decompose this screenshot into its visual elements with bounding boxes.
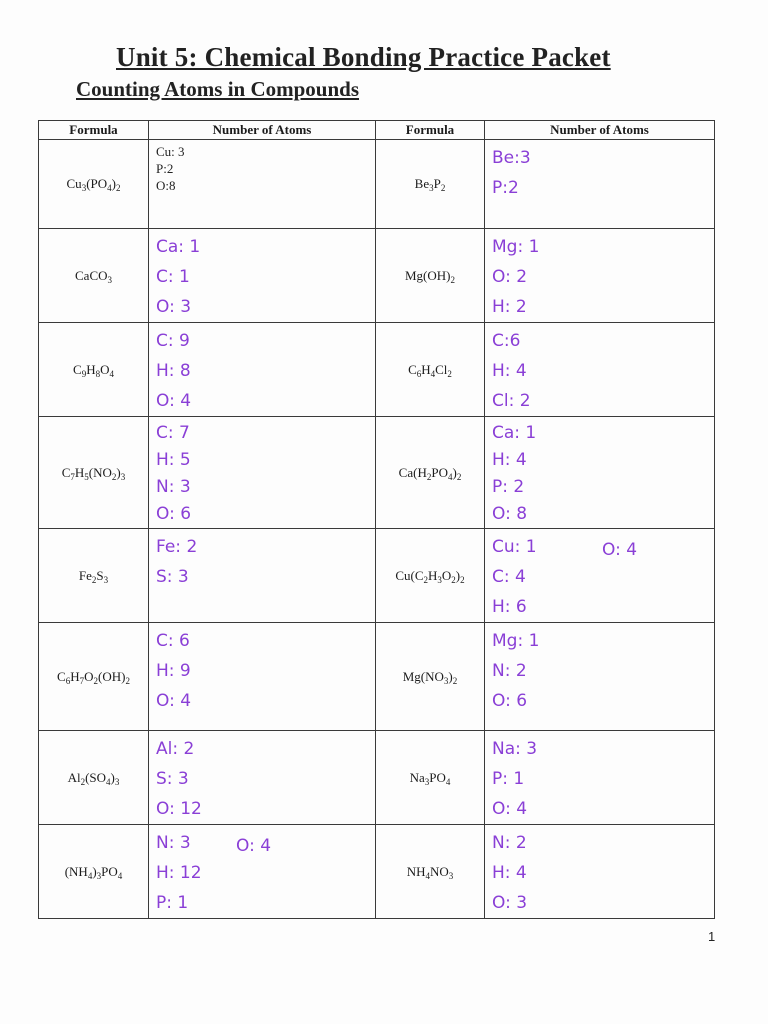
handwritten-atom-count: N: 3: [156, 477, 191, 497]
formula-text: (PO: [86, 176, 108, 191]
formula-text: Na: [409, 769, 425, 785]
formula-text: C: [61, 464, 71, 480]
handwritten-atom-count: H: 5: [156, 450, 191, 470]
left-formula: [39, 731, 149, 825]
formula-subscript: 3: [448, 870, 454, 881]
formula-subscript: 4: [447, 471, 453, 482]
handwritten-atom-count: Cl: 2: [492, 391, 531, 411]
formula-text: (SO: [85, 769, 107, 785]
handwritten-atom-count: C: 7: [156, 423, 190, 443]
handwritten-atom-count: O: 6: [156, 504, 192, 524]
formula-text: PO: [429, 769, 446, 785]
table-row: [39, 417, 715, 529]
handwritten-atom-count: H: 4: [492, 361, 527, 381]
formula-text: Cu(C: [395, 567, 424, 583]
handwritten-atom-count: O: 4: [156, 691, 192, 711]
formula-subscript: 3: [429, 183, 434, 193]
handwritten-atom-count: Mg: 1: [492, 631, 540, 651]
header-formula-right: Formula: [376, 121, 485, 140]
formula-text: Cl: [435, 361, 448, 377]
handwritten-atom-count: O: 3: [156, 297, 192, 317]
formula-subscript: 3: [443, 675, 449, 686]
formula-subscript: 3: [96, 870, 102, 881]
handwritten-atom-count: H: 2: [492, 297, 527, 317]
header-atoms-left: Number of Atoms: [149, 121, 376, 140]
handwritten-atom-count: Ca: 1: [492, 423, 537, 443]
formula-subscript: 2: [450, 274, 455, 285]
header-row: [39, 121, 715, 140]
atoms-table: [38, 120, 715, 919]
formula-text: Al: [67, 769, 81, 785]
formula-subscript: 3: [107, 274, 112, 285]
right-atoms: [485, 323, 715, 417]
formula-text: ): [452, 464, 457, 480]
left-formula: [39, 825, 149, 919]
handwritten-atom-count-extra: O: 4: [236, 836, 272, 856]
formula-text: PO: [431, 464, 448, 480]
handwritten-atom-count: P: 1: [156, 893, 189, 913]
handwritten-atom-count: N: 3: [156, 833, 191, 853]
handwritten-atom-count: S: 3: [156, 567, 189, 587]
formula-text: ): [455, 567, 461, 583]
formula-subscript: 3: [120, 471, 126, 482]
formula-text: O: [100, 361, 110, 377]
formula-text: S: [96, 567, 104, 583]
left-atoms: [149, 623, 376, 731]
table-row: [39, 529, 715, 623]
left-formula: [39, 623, 149, 731]
formula-text: O: [84, 668, 94, 684]
formula-subscript: 2: [426, 471, 432, 482]
handwritten-atom-count: P: 2: [492, 477, 525, 497]
formula-subscript: 3: [437, 574, 442, 585]
formula-subscript: 7: [70, 471, 75, 482]
handwritten-atom-count: O: 12: [156, 799, 202, 819]
formula-text: PO: [101, 863, 118, 879]
formula-text: (OH): [98, 668, 126, 684]
printed-atom-count: O:8: [156, 178, 176, 193]
handwritten-atom-count: O: 8: [492, 504, 528, 524]
right-atoms: [485, 529, 715, 623]
table-row: [39, 825, 715, 919]
formula-subscript: 5: [84, 471, 89, 482]
handwritten-atom-count: H: 12: [156, 863, 202, 883]
handwritten-atom-count: O: 4: [156, 391, 192, 411]
left-formula: [39, 140, 149, 229]
formula-subscript: 2: [440, 183, 446, 193]
formula-subscript: 2: [93, 675, 98, 686]
formula-subscript: 3: [103, 574, 109, 585]
left-formula: [39, 229, 149, 323]
handwritten-atom-count: S: 3: [156, 769, 189, 789]
formula-subscript: 4: [445, 776, 451, 787]
handwritten-atom-count: H: 4: [492, 863, 527, 883]
handwritten-atom-count: N: 2: [492, 661, 527, 681]
handwritten-atom-count: N: 2: [492, 833, 527, 853]
right-atoms: [485, 140, 715, 229]
left-atoms: [149, 323, 376, 417]
formula-subscript: 4: [107, 183, 112, 193]
left-formula: [39, 529, 149, 623]
formula-text: (NO: [88, 464, 112, 480]
header-formula-left: Formula: [39, 121, 149, 140]
right-formula: [376, 417, 485, 529]
formula-text: C: [408, 361, 417, 377]
handwritten-atom-count: H: 9: [156, 661, 191, 681]
formula-text: H: [86, 361, 96, 377]
formula-subscript: 2: [423, 574, 429, 585]
left-atoms: [149, 417, 376, 529]
handwritten-atom-count: Na: 3: [492, 739, 538, 759]
formula-subscript: 4: [430, 368, 436, 379]
formula-subscript: 3: [81, 183, 87, 193]
table-row: [39, 140, 715, 229]
formula-subscript: 3: [424, 776, 430, 787]
formula-text: NH: [406, 863, 426, 879]
formula-subscript: 4: [109, 368, 114, 379]
handwritten-atom-count: H: 8: [156, 361, 191, 381]
formula-text: Fe: [78, 567, 92, 583]
formula-text: H: [428, 567, 438, 583]
formula-text: Cu: [66, 176, 82, 191]
formula-subscript: 6: [65, 675, 71, 686]
formula-text: H: [74, 464, 85, 480]
handwritten-atom-count: C: 9: [156, 331, 190, 351]
formula-text: Mg(NO: [402, 668, 444, 684]
formula-text: (NH: [64, 863, 88, 879]
formula-subscript: 4: [117, 870, 123, 881]
formula-text: H: [70, 668, 80, 684]
right-formula: [376, 229, 485, 323]
formula-text: Ca(H: [398, 464, 427, 480]
handwritten-atom-count: H: 6: [492, 597, 527, 617]
formula-subscript: 9: [81, 368, 87, 379]
formula-subscript: 2: [111, 471, 117, 482]
section-subtitle: Counting Atoms in Compounds: [76, 77, 360, 101]
handwritten-atom-count: Be:3: [492, 148, 531, 168]
left-atoms: [149, 825, 376, 919]
handwritten-atom-count: O: 2: [492, 267, 528, 287]
handwritten-atom-count: P: 1: [492, 769, 525, 789]
table-row: [39, 323, 715, 417]
handwritten-atom-count: Al: 2: [156, 739, 195, 759]
right-atoms: [485, 825, 715, 919]
formula-subscript: 2: [115, 183, 121, 193]
header-atoms-right: Number of Atoms: [485, 121, 715, 140]
formula-subscript: 2: [452, 675, 458, 686]
handwritten-atom-count: H: 4: [492, 450, 527, 470]
formula-text: C: [57, 668, 66, 684]
right-formula: [376, 623, 485, 731]
formula-subscript: 2: [451, 574, 456, 585]
handwritten-atom-count: Ca: 1: [156, 237, 201, 257]
formula-text: Be: [414, 176, 430, 191]
formula-text: O: [441, 567, 452, 583]
printed-atom-count: P:2: [156, 161, 174, 176]
right-atoms: [485, 731, 715, 825]
handwritten-atom-count: O: 3: [492, 893, 528, 913]
formula-text: C: [73, 361, 82, 377]
formula-subscript: 2: [80, 776, 86, 787]
handwritten-atom-count-extra: O: 4: [602, 540, 638, 560]
formula-text: ): [111, 176, 116, 191]
handwritten-atom-count: Cu: 1: [492, 537, 537, 557]
handwritten-atom-count: Fe: 2: [156, 537, 198, 557]
handwritten-atom-count: Mg: 1: [492, 237, 540, 257]
handwritten-atom-count: C: 6: [156, 631, 190, 651]
formula-subscript: 2: [125, 675, 130, 686]
formula-subscript: 2: [460, 574, 465, 585]
left-atoms: [149, 140, 376, 229]
table-row: [39, 229, 715, 323]
handwritten-atom-count: O: 6: [492, 691, 528, 711]
page-title: Unit 5: Chemical Bonding Practice Packet: [116, 42, 611, 72]
left-atoms: [149, 731, 376, 825]
right-formula: [376, 323, 485, 417]
formula-subscript: 2: [91, 574, 97, 585]
formula-text: NO: [430, 863, 449, 879]
handwritten-atom-count: C: 4: [492, 567, 526, 587]
handwritten-atom-count: P:2: [492, 178, 519, 198]
formula-text: CaCO: [75, 267, 108, 283]
formula-subscript: 4: [425, 870, 430, 881]
left-formula: [39, 323, 149, 417]
right-formula: [376, 825, 485, 919]
formula-subscript: 6: [416, 368, 422, 379]
formula-subscript: 3: [114, 776, 120, 787]
table-row: [39, 623, 715, 731]
left-atoms: [149, 529, 376, 623]
right-formula: [376, 731, 485, 825]
right-formula: [376, 529, 485, 623]
formula-subscript: 7: [79, 675, 85, 686]
formula-text: Mg(OH): [405, 267, 451, 283]
formula-text: P: [433, 176, 441, 191]
formula-subscript: 4: [87, 870, 93, 881]
formula-text: ): [92, 863, 97, 879]
printed-atom-count: Cu: 3: [156, 144, 185, 159]
table-row: [39, 731, 715, 825]
formula-subscript: 4: [106, 776, 111, 787]
formula-text: H: [421, 361, 431, 377]
right-formula: [376, 140, 485, 229]
formula-text: ): [448, 668, 453, 684]
right-atoms: [485, 417, 715, 529]
left-formula: [39, 417, 149, 529]
formula-subscript: 2: [447, 368, 452, 379]
right-atoms: [485, 623, 715, 731]
handwritten-atom-count: C:6: [492, 331, 521, 351]
formula-text: ): [110, 769, 115, 785]
formula-subscript: 8: [95, 368, 101, 379]
handwritten-atom-count: O: 4: [492, 799, 528, 819]
handwritten-atom-count: C: 1: [156, 267, 190, 287]
formula-text: ): [116, 464, 121, 480]
page-number: 1: [708, 929, 716, 944]
left-atoms: [149, 229, 376, 323]
formula-subscript: 2: [456, 471, 462, 482]
right-atoms: [485, 229, 715, 323]
